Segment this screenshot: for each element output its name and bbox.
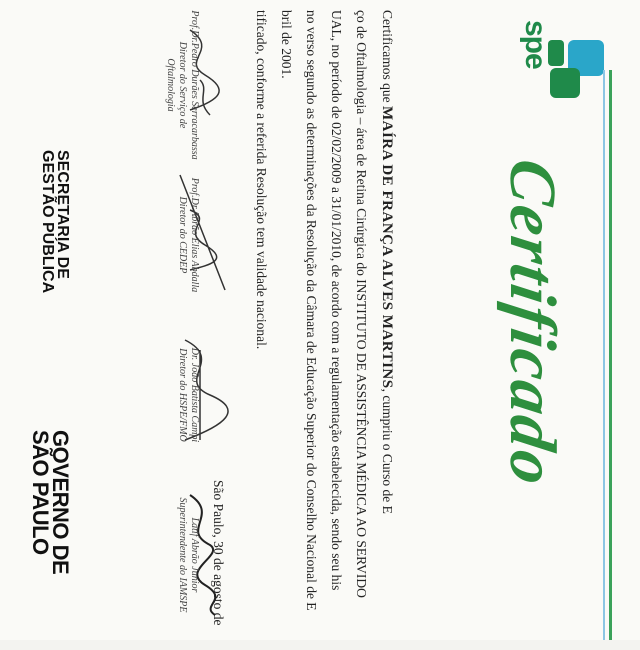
signature-block-3: [176, 320, 200, 470]
certificate-title: Certificado: [496, 154, 569, 492]
signature-name: Dr. João Batista Campi: [189, 347, 200, 443]
certificate-body: [249, 10, 400, 650]
signature-role: Diretor do Serviço de: [177, 41, 188, 129]
body-line-6: tificado, conforme a referida Resolução tem validade nacional.: [254, 10, 269, 350]
signature-name: Prof.Dr.Abrão Elias Abdalla: [189, 177, 200, 293]
signature-role: Oftalmologia: [165, 58, 176, 112]
body-line-2: ço de Oftalmologia – área de Retina Cirúrgica do INSTITUTO DE ASSISTÊNCIA MÉDICA AO SERVIDO: [354, 10, 369, 598]
signature-role: Superintendente do IAMSPE: [177, 497, 188, 613]
signature-role: Diretor do HSPE/FMO: [177, 348, 188, 442]
signature-name: Latif Abrão Junior: [189, 517, 200, 593]
signature-block-4: [176, 480, 200, 630]
signature-name: Prof.Dr.Pedro Durães Serracarbassa: [189, 10, 200, 160]
signature-block-2: [176, 160, 200, 310]
body-line-5: bril de 2001.: [279, 10, 294, 79]
signature-role: Diretor do CEDEP: [177, 196, 188, 274]
logo-text: spe: [519, 20, 552, 69]
governo-sp-logo: GOVERNO DE SÃO PAULO: [28, 430, 73, 575]
body-line-3: UAL, no período de 02/02/2009 a 31/01/2010, de acordo com a regulamentação estabelecida, sendo seu his: [329, 10, 344, 591]
signature-block-1: [164, 10, 200, 160]
decorative-stripes: [598, 70, 612, 640]
issue-date: São Paulo, 30 de agosto de: [211, 480, 226, 626]
secretaria-logo: SECRETARIA DE GESTÃO PÚBLICA: [39, 150, 71, 294]
body-line-1: Certificamos que MAÍRA DE FRANÇA ALVES MARTINS, cumpriu o Curso de E: [379, 10, 395, 514]
recipient-name: MAÍRA DE FRANÇA ALVES MARTINS: [379, 105, 395, 389]
body-line-4: no verso segundo as determinações da Resolução da Câmara de Educação Superior do Conselho Nacional de E: [304, 10, 319, 611]
